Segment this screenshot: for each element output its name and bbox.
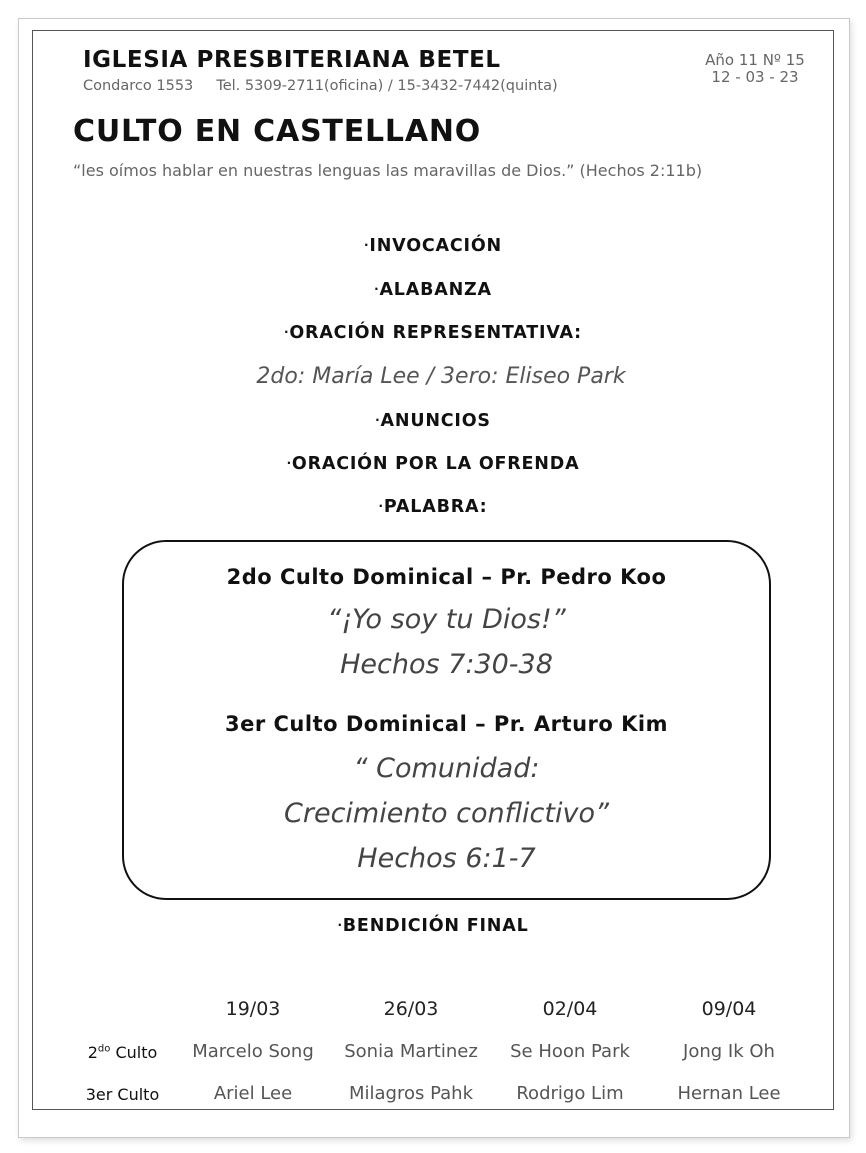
sermon-2do-preacher: 2do Culto Dominical – Pr. Pedro Koo <box>226 565 667 589</box>
issue-number: Año 11 Nº 15 <box>705 51 805 69</box>
schedule-name: Sonia Martinez <box>344 1041 478 1062</box>
order-oracion-ofrenda: ·ORACIÓN POR LA OFRENDA <box>286 454 580 474</box>
order-alabanza: ·ALABANZA <box>374 280 492 300</box>
scripture-quote: “les oímos hablar en nuestras lenguas las maravillas de Dios.” (Hechos 2:11b) <box>73 161 703 180</box>
schedule-date: 09/04 <box>701 998 757 1020</box>
order-palabra: ·PALABRA: <box>378 497 488 517</box>
schedule-name: Milagros Pahk <box>348 1083 473 1104</box>
schedule-name: Ariel Lee <box>213 1083 293 1104</box>
issue-date: 12 - 03 - 23 <box>711 68 799 86</box>
schedule-name: Rodrigo Lim <box>516 1083 624 1104</box>
church-phone: Tel. 5309-2711(oficina) / 15-3432-7442(quinta) <box>216 78 558 94</box>
page-title: CULTO EN CASTELLANO <box>73 114 482 149</box>
schedule-label-3er: 3er Culto <box>85 1085 160 1104</box>
sermon-3er-preacher: 3er Culto Dominical – Pr. Arturo Kim <box>225 712 668 736</box>
sermon-3er-title-line2: Crecimiento conflictivo” <box>284 798 609 829</box>
sermon-3er-passage: Hechos 6:1-7 <box>357 843 536 874</box>
sermon-2do-title: “¡Yo soy tu Dios!” <box>327 604 566 635</box>
schedule-date: 26/03 <box>383 998 439 1020</box>
issue-info <box>700 52 810 86</box>
prayer-names: 2do: María Lee / 3ero: Eliseo Park <box>256 364 626 389</box>
order-anuncios: ·ANUNCIOS <box>375 411 491 431</box>
church-address: Condarco 1553 <box>83 78 194 94</box>
church-contact <box>83 78 558 94</box>
order-bendicion: ·BENDICIÓN FINAL <box>337 916 529 936</box>
church-name: IGLESIA PRESBITERIANA BETEL <box>83 47 501 73</box>
schedule-name: Jong Ik Oh <box>683 1041 775 1062</box>
schedule-name: Se Hoon Park <box>510 1041 630 1062</box>
schedule-name: Marcelo Song <box>192 1041 314 1062</box>
sermon-box <box>122 540 771 900</box>
schedule-name: Hernan Lee <box>677 1083 781 1104</box>
schedule-date: 19/03 <box>225 998 281 1020</box>
schedule-date: 02/04 <box>542 998 598 1020</box>
sermon-2do-passage: Hechos 7:30-38 <box>340 649 553 680</box>
sermon-3er-title-line1: “ Comunidad: <box>353 753 540 784</box>
order-oracion-representativa: ·ORACIÓN REPRESENTATIVA: <box>284 323 582 343</box>
schedule-label-2do: $2^{do}$ Culto <box>87 1043 158 1062</box>
order-invocacion: ·INVOCACIÓN <box>364 236 502 256</box>
